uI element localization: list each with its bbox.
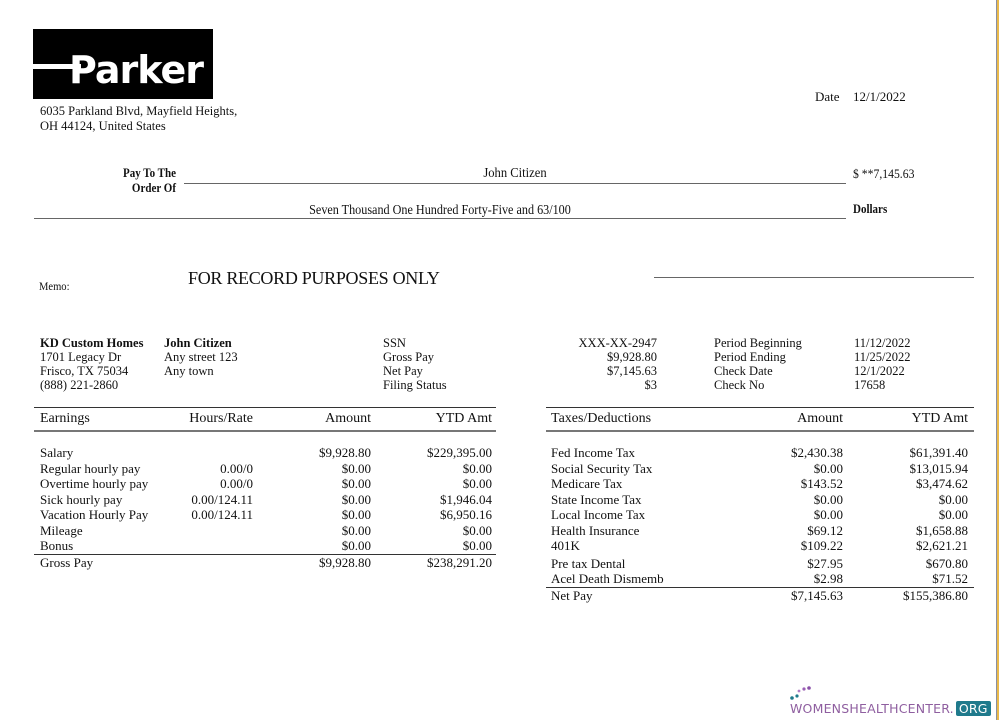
deduction-type: Fed Income Tax <box>551 445 636 460</box>
deduction-type: State Income Tax <box>551 491 642 507</box>
period-ending-value: 11/25/2022 <box>854 350 911 364</box>
employee-info <box>164 336 238 378</box>
check-date-label: Check Date <box>714 364 773 378</box>
amount-words-line <box>34 218 846 219</box>
table-row <box>34 445 496 460</box>
table-row <box>34 507 496 522</box>
deduction-type: Net Pay <box>551 588 593 603</box>
deductions-header <box>546 407 974 432</box>
date-value: 12/1/2022 <box>853 89 906 104</box>
employer-city: Frisco, TX 75034 <box>40 364 129 378</box>
table-row <box>34 492 496 507</box>
ytd-amount: $238,291.20 <box>427 555 492 570</box>
amount: $0.00 <box>341 476 371 491</box>
table-row <box>546 538 974 553</box>
amount: $0.00 <box>813 507 843 522</box>
ytd-amount: $0.00 <box>462 522 492 538</box>
deduction-type: 401K <box>551 538 580 553</box>
signature-line <box>654 277 974 278</box>
amount: $109.22 <box>800 538 843 553</box>
ytd-amount: $155,386.80 <box>903 588 968 603</box>
ytd-amount: $3,474.62 <box>916 476 968 491</box>
ytd-amount: $0.00 <box>462 538 492 553</box>
amount-in-words: Seven Thousand One Hundred Forty-Five and 63/100 <box>309 202 571 217</box>
watermark-org-badge: ORG <box>956 701 991 716</box>
deduction-type: Health Insurance <box>551 522 640 538</box>
table-row <box>546 476 974 491</box>
hours-rate: 0.00/124.11 <box>191 507 253 522</box>
table-row <box>546 445 974 460</box>
dollars-label: Dollars <box>853 202 888 216</box>
amount: $0.00 <box>341 491 371 507</box>
amount: $0.00 <box>341 522 371 538</box>
period-values <box>854 336 910 392</box>
deduction-type: Pre tax Dental <box>551 555 626 571</box>
employer-info <box>40 336 143 392</box>
period-beginning-label: Period Beginning <box>714 336 802 350</box>
memo-text: FOR RECORD PURPOSES ONLY <box>188 268 440 288</box>
table-row <box>34 523 496 538</box>
ytd-amount: $6,950.16 <box>440 507 492 522</box>
earning-type: Overtime hourly pay <box>40 476 149 491</box>
summary-labels <box>383 336 447 392</box>
col-taxes-deductions: Taxes/Deductions <box>551 411 652 426</box>
employer-phone: (888) 221-2860 <box>40 378 119 392</box>
hours-rate: 0.00/0 <box>220 476 253 491</box>
table-row <box>34 461 496 476</box>
company-logo <box>33 29 213 99</box>
gross-pay-value: $9,928.80 <box>607 350 657 364</box>
payee-line <box>184 183 846 184</box>
filing-status-label: Filing Status <box>383 378 447 392</box>
amount: $143.52 <box>800 476 843 491</box>
ytd-amount: $13,015.94 <box>909 460 968 476</box>
earning-type: Salary <box>40 445 74 460</box>
date-label: Date <box>815 89 840 104</box>
amount: $0.00 <box>813 460 843 476</box>
hours-rate: 0.00/124.11 <box>191 491 253 507</box>
col-ytd: YTD Amt <box>435 411 492 426</box>
company-address <box>40 104 237 134</box>
svg-text:Parker: Parker <box>69 48 203 92</box>
summary-values <box>540 336 657 392</box>
table-row <box>34 476 496 491</box>
employer-name: KD Custom Homes <box>40 336 144 350</box>
amount: $69.12 <box>807 522 843 538</box>
col-ytd: YTD Amt <box>911 411 968 426</box>
deductions-table <box>546 407 974 607</box>
earning-type: Gross Pay <box>40 555 94 570</box>
amount: $7,145.63 <box>791 588 843 603</box>
payee-name: John Citizen <box>483 166 547 181</box>
ytd-amount: $0.00 <box>462 460 492 476</box>
net-pay-value: $7,145.63 <box>607 364 657 378</box>
amount: $0.00 <box>341 538 371 553</box>
period-labels <box>714 336 802 392</box>
pay-to-label <box>100 166 176 196</box>
check-no-label: Check No <box>714 378 765 392</box>
check-date-value: 12/1/2022 <box>854 364 905 378</box>
deduction-type: Local Income Tax <box>551 507 646 522</box>
pay-to-label-line1: Pay To The <box>123 166 176 180</box>
memo-label: Memo: <box>39 279 70 293</box>
ytd-amount: $1,658.88 <box>916 522 968 538</box>
table-row <box>546 507 974 522</box>
col-amount: Amount <box>797 411 843 426</box>
amount: $0.00 <box>813 491 843 507</box>
deduction-type: Social Security Tax <box>551 460 653 476</box>
table-row <box>34 538 496 553</box>
ytd-amount: $0.00 <box>938 507 968 522</box>
employee-name: John Citizen <box>164 336 232 350</box>
amount: $9,928.80 <box>319 445 371 460</box>
col-hours-rate: Hours/Rate <box>189 411 253 426</box>
period-ending-label: Period Ending <box>714 350 786 364</box>
ytd-amount: $0.00 <box>462 476 492 491</box>
amount: $0.00 <box>341 507 371 522</box>
earning-type: Regular hourly pay <box>40 460 141 476</box>
amount: $2,430.38 <box>791 445 843 460</box>
earnings-header <box>34 407 496 432</box>
table-row <box>546 461 974 476</box>
watermark <box>790 686 1000 716</box>
employee-city: Any town <box>164 364 214 378</box>
earning-type: Sick hourly pay <box>40 491 123 507</box>
employer-street: 1701 Legacy Dr <box>40 350 122 364</box>
deduction-type: Acel Death Dismemb <box>551 571 664 586</box>
check-amount: $ **7,145.63 <box>853 166 915 181</box>
amount: $0.00 <box>341 460 371 476</box>
window-right-edge <box>995 0 1000 720</box>
ssn-label: SSN <box>383 336 406 350</box>
address-line-2: OH 44124, United States <box>40 119 166 133</box>
net-pay-label: Net Pay <box>383 364 423 378</box>
filing-status-value: $3 <box>644 378 657 392</box>
address-line-1: 6035 Parkland Blvd, Mayfield Heights, <box>40 104 238 118</box>
ytd-amount: $229,395.00 <box>427 445 492 460</box>
amount: $27.95 <box>807 555 843 571</box>
deduction-type: Medicare Tax <box>551 476 623 491</box>
dots-icon <box>790 686 812 700</box>
ssn-value: XXX-XX-2947 <box>578 336 657 350</box>
ytd-amount: $0.00 <box>938 491 968 507</box>
earning-type: Mileage <box>40 522 83 538</box>
table-row <box>546 492 974 507</box>
table-row <box>546 523 974 538</box>
col-amount: Amount <box>325 411 371 426</box>
watermark-text: WOMENSHEALTHCENTER. <box>790 701 954 716</box>
earning-type: Bonus <box>40 538 74 553</box>
total-row <box>34 554 496 570</box>
table-row <box>546 556 974 571</box>
ytd-amount: $670.80 <box>925 555 968 571</box>
table-row <box>546 571 974 586</box>
hours-rate: 0.00/0 <box>220 460 253 476</box>
ytd-amount: $1,946.04 <box>440 491 492 507</box>
amount: $9,928.80 <box>319 555 371 570</box>
ytd-amount: $2,621.21 <box>916 538 968 553</box>
gross-pay-label: Gross Pay <box>383 350 435 364</box>
ytd-amount: $61,391.40 <box>909 445 968 460</box>
check-no-value: 17658 <box>854 378 886 392</box>
earning-type: Vacation Hourly Pay <box>40 507 149 522</box>
period-beginning-value: 11/12/2022 <box>854 336 911 350</box>
earnings-table <box>34 407 496 577</box>
ytd-amount: $71.52 <box>932 571 968 586</box>
amount: $2.98 <box>813 571 843 586</box>
total-row <box>546 587 974 603</box>
pay-to-label-line2: Order Of <box>131 181 176 195</box>
col-earnings: Earnings <box>40 411 90 426</box>
employee-street: Any street 123 <box>164 350 238 364</box>
